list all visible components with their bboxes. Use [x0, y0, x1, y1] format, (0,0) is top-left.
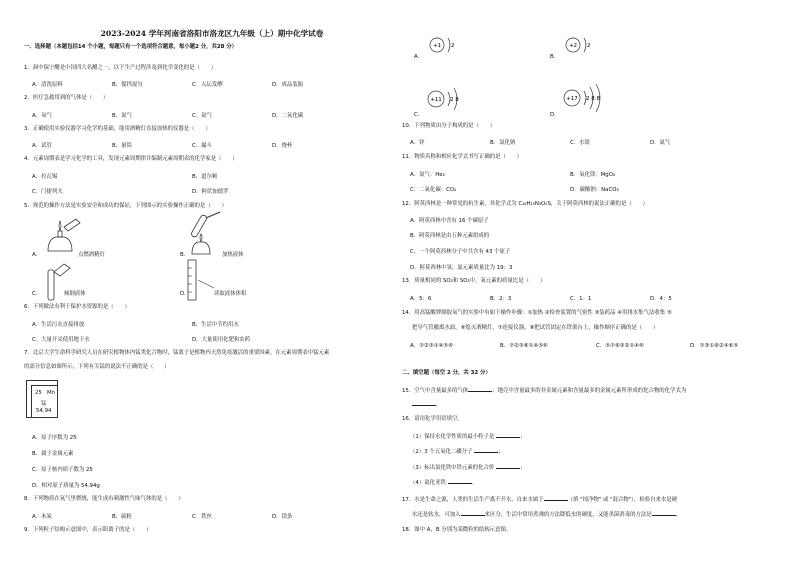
question-1: 1．洞中保宁醋是中国四大名醋之一，以下生产过程涉及到化学变化的是（ ） [24, 65, 217, 71]
q16-item-2: （2）3 个五氧化二磷分子 ； [410, 449, 504, 455]
q1-option-c[interactable]: C．入坛发酵 [192, 82, 223, 88]
q8-option-c[interactable]: C．铁丝 [192, 514, 212, 520]
q10-option-d[interactable]: D．氮气 [650, 140, 671, 146]
q9-option-a[interactable]: A． [414, 54, 424, 60]
q17-blank-1[interactable] [544, 495, 568, 501]
q16-item-4: （4）氦化亚铁 。 [410, 480, 477, 486]
q3-option-d[interactable]: D．烧杯 [272, 143, 293, 149]
question-15 [402, 386, 686, 395]
q5-option-d-caption: 读取液体体积 [214, 291, 247, 297]
question-4: 4．元素周期表是学习化学的工具，发现元素周期律并编制元素周期表的化学家是（ ） [24, 156, 238, 162]
question-14-line-1: 14．用高锰酸钾制取氧气的实验中有如下操作步骤：①加热 ②检查装置的气密性 ③装药品 ④用排水集气法收集 ⑤ [402, 310, 672, 316]
q3-option-a[interactable]: A．试管 [32, 143, 52, 149]
q14-option-a[interactable]: A．⑦②③①④⑤⑥ [410, 343, 453, 349]
question-18: 18．图中 A、B 分别为某微粒的结构示意图。 [402, 527, 512, 533]
q8-option-b[interactable]: B．硫粉 [112, 514, 132, 520]
question-17-line-2: 水还是软水，可加入 来区分，生活中常用煮沸的方法降低水的硬度，又能杀菌消毒的方法是 。 [412, 512, 682, 518]
q14-option-c[interactable]: C．⑤⑦⑧③②①④⑥ [596, 343, 644, 349]
q16-blank-3[interactable] [496, 463, 520, 469]
q16-item-3: （3）标出氯化铁中铁元素的化合价 ； [410, 465, 526, 471]
q15-blank-2-line: 。 [412, 400, 441, 409]
q3-option-b[interactable]: B．量筒 [112, 143, 132, 149]
atom-diagram-a [428, 34, 472, 56]
question-7-line-2: 的部分信息如图所示，下列有关锰的说法不正确的是（ ） [24, 364, 170, 370]
question-10: 10．下列物质由分子构成的是（ ） [402, 123, 496, 129]
q16-blank-4[interactable] [448, 478, 472, 484]
q2-option-a[interactable]: A．氧气 [32, 113, 52, 119]
q16-blank-2[interactable] [474, 447, 498, 453]
q12-option-c[interactable]: C．一个阿莫西林分子中共含有 43 个原子 [410, 249, 511, 255]
question-7-line-1: 7．北京大学生命科学研究人员在研究植物体内锰类化合物时，锰离子是植物内天然免疫激活的重要因素。在元素周期表中锰元素 [24, 350, 330, 356]
q9-option-d[interactable]: D． [550, 112, 560, 118]
atom-d-shells: 2 8 8 [586, 96, 600, 102]
q17-blank-2[interactable] [461, 510, 485, 516]
q6-option-c[interactable]: C．大量开采使用地下水 [32, 337, 90, 343]
q1-option-a[interactable]: A．清洗原料 [32, 82, 63, 88]
q3-option-c[interactable]: C．漏斗 [192, 143, 212, 149]
mn-symbol: Mn [47, 390, 56, 396]
q1-option-b[interactable]: B．搅拌混匀 [112, 82, 143, 88]
q7-option-b[interactable]: B．属于金属元素 [32, 451, 74, 457]
q14-option-b[interactable]: B．⑦②③⑧①④⑤⑥ [500, 343, 548, 349]
q9-option-b[interactable]: B． [550, 54, 560, 60]
graduated-cylinder-icon [186, 258, 216, 302]
question-17-line-1: 17．水是生命之源，人类的生活生产离不开水，自来水属于 （填 "纯净物" 或 "混合物"），检验自来水是硬 [402, 497, 678, 503]
q5-option-d[interactable]: D． [180, 291, 190, 297]
q1-option-d[interactable]: D．成品装瓶 [272, 82, 304, 88]
page-title: 2023-2024 学年河南省洛阳市洛龙区九年级（上）期中化学试卷 [100, 29, 324, 38]
mn-name: 锰 [41, 401, 47, 407]
q8-option-a[interactable]: A．木炭 [32, 514, 52, 520]
q5-option-b-caption: 加热液体 [222, 252, 244, 258]
q6-option-a[interactable]: A．生活污水直接排放 [32, 322, 85, 328]
q8-option-d[interactable]: D．镁条 [272, 514, 293, 520]
q5-option-a[interactable]: A． [32, 252, 42, 258]
q5-option-c[interactable]: C． [32, 291, 42, 297]
question-11: 11．物质名称和相应化学式书写正确的是（ ） [402, 154, 523, 160]
q12-option-a[interactable]: A．阿莫西林中含有 16 个碳原子 [410, 218, 489, 224]
q2-option-b[interactable]: B．氮气 [112, 113, 132, 119]
atom-c-nucleus: +11 [430, 97, 442, 103]
q7-option-d[interactable]: D．相对原子质量为 54.94g [32, 483, 100, 489]
q13-option-a[interactable]: A．5：6 [410, 296, 432, 302]
atom-b-nucleus: +2 [568, 43, 578, 49]
question-12: 12．阿莫西林是一种常见的抗生素，其化学式为 C₁₆H₁₉N₃O₅S，关于阿莫西林的说法正确的是（ ） [402, 201, 648, 207]
q4-option-c[interactable]: C．门捷列夫 [32, 189, 63, 195]
question-8: 8．下列物质在氧气里燃烧，能生成有刺激性气味气体的是（ ） [24, 496, 184, 502]
q7-option-a[interactable]: A．原子序数为 25 [32, 435, 77, 441]
q15-blank-1[interactable] [468, 386, 492, 392]
atom-diagram-d [562, 82, 626, 114]
q11-option-a[interactable]: A．氮气：He₂ [410, 172, 445, 178]
atom-a-nucleus: +1 [432, 43, 442, 49]
mn-atomic-number: 25 [35, 390, 42, 396]
q10-option-c[interactable]: C．水银 [570, 140, 590, 146]
q7-option-c[interactable]: C．原子核内质子数为 25 [32, 467, 93, 473]
q2-option-d[interactable]: D．二氧化碳 [272, 113, 304, 119]
q4-option-a[interactable]: A．拉瓦锡 [32, 174, 58, 180]
q11-option-d[interactable]: D．碳酸钠：NaCO₃ [570, 187, 619, 193]
mn-mass: 54.94 [36, 408, 52, 414]
q6-option-b[interactable]: B．生活中节约用水 [192, 322, 239, 328]
q14-option-d[interactable]: D．⑦③①⑧②④⑥⑤ [690, 343, 739, 349]
q4-option-d[interactable]: D．阿伏加德罗 [192, 189, 229, 195]
test-tube-heating-icon [184, 210, 224, 258]
question-9: 9．下列粒子结构示意图中，表示阳离子的是（ ） [24, 527, 152, 533]
q10-option-a[interactable]: A．锌 [410, 140, 425, 146]
q12-option-d[interactable]: D．阿莫西林中氢、氮元素质量比为 19：3 [410, 265, 513, 271]
q16-item-1: （1）保持水化学性质的最小粒子是 ； [410, 434, 526, 440]
q6-option-d[interactable]: D．大量使用化肥和农药 [192, 337, 251, 343]
q11-option-b[interactable]: B．氧化镁：MgO₂ [570, 172, 616, 178]
q11-option-c[interactable]: C．二氧化碳：CO₂ [410, 187, 457, 193]
question-3: 3．正确使用实验仪器学习化学的基础，能用酒精灯直接加热的仪器是（ ） [24, 126, 211, 132]
question-5: 5．规范的操作方法是实验安全和成功的保证，下列图示的实验操作正确的是（ ） [24, 203, 227, 209]
question-6: 6．下列做法有利于保护水资源的是（ ） [24, 304, 130, 310]
q10-option-b[interactable]: B．氯化钠 [490, 140, 516, 146]
atom-diagram-b [564, 34, 608, 56]
q12-option-b[interactable]: B．阿莫西林是由五种元素组成的 [410, 233, 490, 239]
q5-option-c-caption: 倾倒液体 [64, 291, 86, 297]
q9-option-c[interactable]: C． [414, 112, 424, 118]
atom-c-shells: 2 8 [450, 97, 459, 103]
q13-option-c[interactable]: C．1：1 [570, 296, 592, 302]
section2-header: 二、填空题（每空 2 分，共 32 分） [402, 370, 491, 376]
alcohol-lamp-icon [42, 215, 82, 255]
question-14-line-2: 把导气管撤离水面，⑥熄灭酒精灯，⑦连接仪器，⑧把试管固定在铁架台上，操作顺序正确的是（ ） [412, 325, 659, 331]
q5-option-a-caption: 点燃酒精灯 [78, 252, 105, 258]
question-2: 2．医疗急救用到的气体是（ ） [24, 95, 109, 101]
atom-b-shells: 2 [587, 43, 591, 49]
element-card-mn [26, 380, 58, 418]
q17-blank-3[interactable] [652, 510, 676, 516]
question-16: 16．请用化学用语填空。 [402, 416, 463, 422]
atom-a-shells: 2 [451, 43, 455, 49]
q13-option-b[interactable]: B．2：3 [490, 296, 512, 302]
atom-d-nucleus: +17 [566, 96, 578, 102]
q4-option-b[interactable]: B．道尔顿 [192, 174, 218, 180]
question-13: 13．质量相同的 SO₂和 SO₃中，氧元素的质量比是（ ） [402, 278, 546, 284]
q15-text-2: ；地壳中含量最多的非金属元素和含量最多的金属元素所形成的化合物的化学式为 [492, 388, 687, 394]
section1-header: 一、选择题（本题包括14 个小题，每题只有一个选项符合题意，每小题2 分，共28 分） [24, 44, 238, 50]
q5-option-b[interactable]: B． [180, 252, 190, 258]
q2-option-c[interactable]: C．氦气 [192, 113, 212, 119]
q16-blank-1[interactable] [496, 432, 520, 438]
q15-blank-2[interactable] [412, 400, 436, 406]
q15-text-1: 15．空气中含量最多的气体 [402, 388, 469, 394]
atom-diagram-c [426, 84, 482, 114]
q13-option-d[interactable]: D．4：5 [650, 296, 672, 302]
